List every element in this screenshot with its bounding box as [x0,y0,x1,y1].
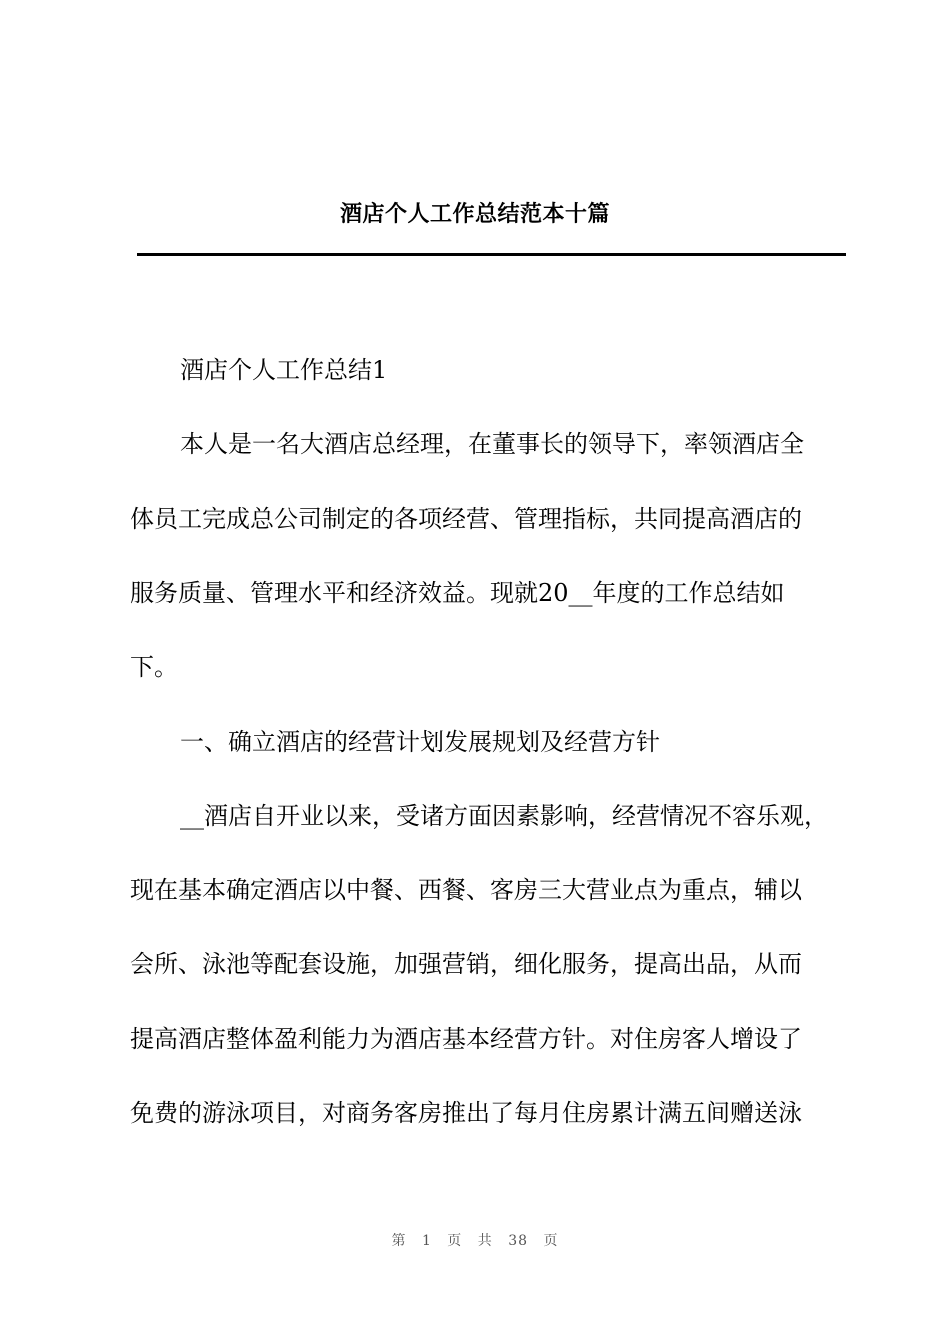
paragraph-line: __酒店自开业以来，受诸方面因素影响，经营情况不容乐观， [180,802,828,830]
title-underline [137,253,846,256]
paragraph-line: 会所、泳池等配套设施，加强营销，细化服务，提高出品，从而 [130,950,802,978]
paragraph-line: 体员工完成总公司制定的各项经营、管理指标，共同提高酒店的 [130,505,802,533]
subsection-heading: 一、确立酒店的经营计划发展规划及经营方针 [180,728,660,756]
page-number-footer: 第 1 页 共 38 页 [391,1233,559,1249]
paragraph-line: 下。 [130,653,178,681]
paragraph-line: 本人是一名大酒店总经理，在董事长的领导下，率领酒店全 [180,430,804,458]
paragraph-line: 免费的游泳项目，对商务客房推出了每月住房累计满五间赠送泳 [130,1099,802,1127]
document-title: 酒店个人工作总结范本十篇 [339,201,610,227]
paragraph-line: 提高酒店整体盈利能力为酒店基本经营方针。对住房客人增设了 [130,1025,802,1053]
paragraph-line: 现在基本确定酒店以中餐、西餐、客房三大营业点为重点，辅以 [130,876,802,904]
section-heading-1: 酒店个人工作总结1 [180,356,388,384]
paragraph-line: 服务质量、管理水平和经济效益。现就20__年度的工作总结如 [130,579,785,607]
